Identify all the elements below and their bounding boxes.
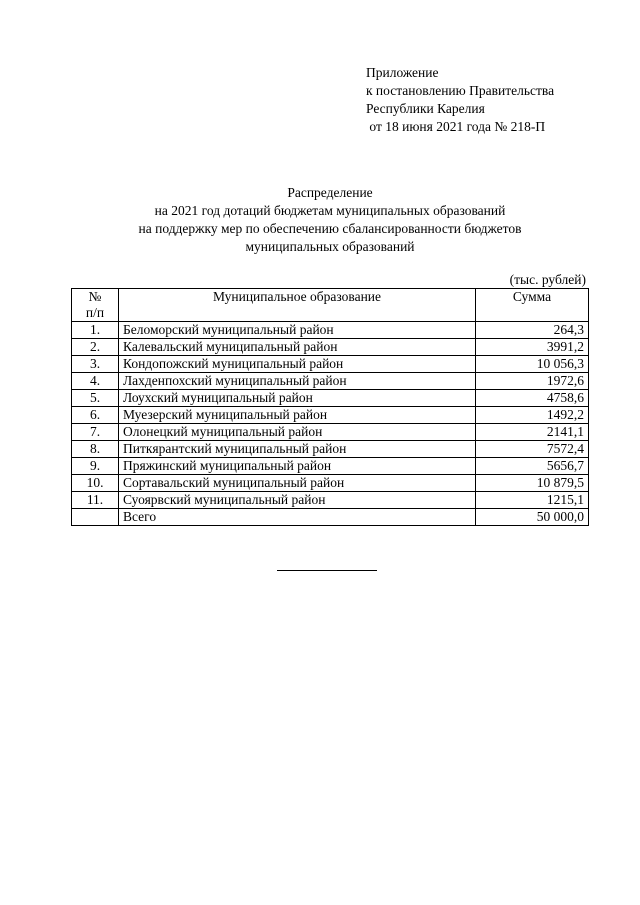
row-sum: 3991,2 (476, 339, 589, 356)
appendix-line: к постановлению Правительства (366, 83, 555, 98)
row-number: 5. (72, 390, 119, 407)
title-line: на 2021 год дотаций бюджетам муниципальных образований (154, 203, 506, 218)
distribution-table (71, 288, 589, 526)
row-number: 7. (72, 424, 119, 441)
row-sum: 1215,1 (476, 492, 589, 509)
row-number: 4. (72, 373, 119, 390)
row-sum: 1492,2 (476, 407, 589, 424)
row-sum: 5656,7 (476, 458, 589, 475)
header-number-line1: № (88, 289, 102, 304)
row-sum: 10 056,3 (476, 356, 589, 373)
row-municipality: Кондопожский муниципальный район (119, 356, 476, 373)
row-sum: 7572,4 (476, 441, 589, 458)
row-municipality: Сортавальский муниципальный район (119, 475, 476, 492)
table-row (72, 356, 589, 373)
table-row (72, 373, 589, 390)
row-number: 3. (72, 356, 119, 373)
table-row (72, 475, 589, 492)
row-number: 10. (72, 475, 119, 492)
table-row (72, 424, 589, 441)
document-title (60, 184, 600, 256)
row-municipality: Питкярантский муниципальный район (119, 441, 476, 458)
row-municipality: Калевальский муниципальный район (119, 339, 476, 356)
table-header-row (72, 289, 589, 322)
title-line: Распределение (287, 185, 373, 200)
row-municipality: Суоярвский муниципальный район (119, 492, 476, 509)
header-number (72, 289, 119, 322)
row-municipality: Беломорский муниципальный район (119, 322, 476, 339)
row-number: 9. (72, 458, 119, 475)
appendix-block (366, 64, 554, 136)
table-row (72, 322, 589, 339)
row-number: 6. (72, 407, 119, 424)
title-line: муниципальных образований (245, 239, 415, 254)
closing-separator-line (277, 570, 377, 571)
appendix-line: Приложение (366, 65, 439, 80)
table-total-row (72, 509, 589, 526)
appendix-line: от 18 июня 2021 года № 218-П (366, 119, 546, 134)
table-body (72, 322, 589, 526)
row-municipality: Олонецкий муниципальный район (119, 424, 476, 441)
row-municipality: Муезерский муниципальный район (119, 407, 476, 424)
table-row (72, 441, 589, 458)
row-municipality: Пряжинский муниципальный район (119, 458, 476, 475)
row-number: 8. (72, 441, 119, 458)
header-number-line2: п/п (85, 305, 105, 320)
table-row (72, 492, 589, 509)
row-municipality: Лахденпохский муниципальный район (119, 373, 476, 390)
unit-label: (тыс. рублей) (509, 272, 586, 287)
table-row (72, 390, 589, 407)
row-sum: 264,3 (476, 322, 589, 339)
table-row (72, 458, 589, 475)
row-sum: 2141,1 (476, 424, 589, 441)
appendix-line: Республики Карелия (366, 101, 485, 116)
header-municipality: Муниципальное образование (119, 289, 476, 322)
header-sum: Сумма (476, 289, 589, 322)
table-row (72, 339, 589, 356)
row-number: 11. (72, 492, 119, 509)
row-sum: 1972,6 (476, 373, 589, 390)
row-number: 1. (72, 322, 119, 339)
row-sum: 10 879,5 (476, 475, 589, 492)
table-row (72, 407, 589, 424)
row-number: 2. (72, 339, 119, 356)
total-label: Всего (119, 509, 476, 526)
total-number (72, 509, 119, 526)
row-sum: 4758,6 (476, 390, 589, 407)
title-line: на поддержку мер по обеспечению сбалансированности бюджетов (138, 221, 522, 236)
total-sum: 50 000,0 (476, 509, 589, 526)
row-municipality: Лоухский муниципальный район (119, 390, 476, 407)
